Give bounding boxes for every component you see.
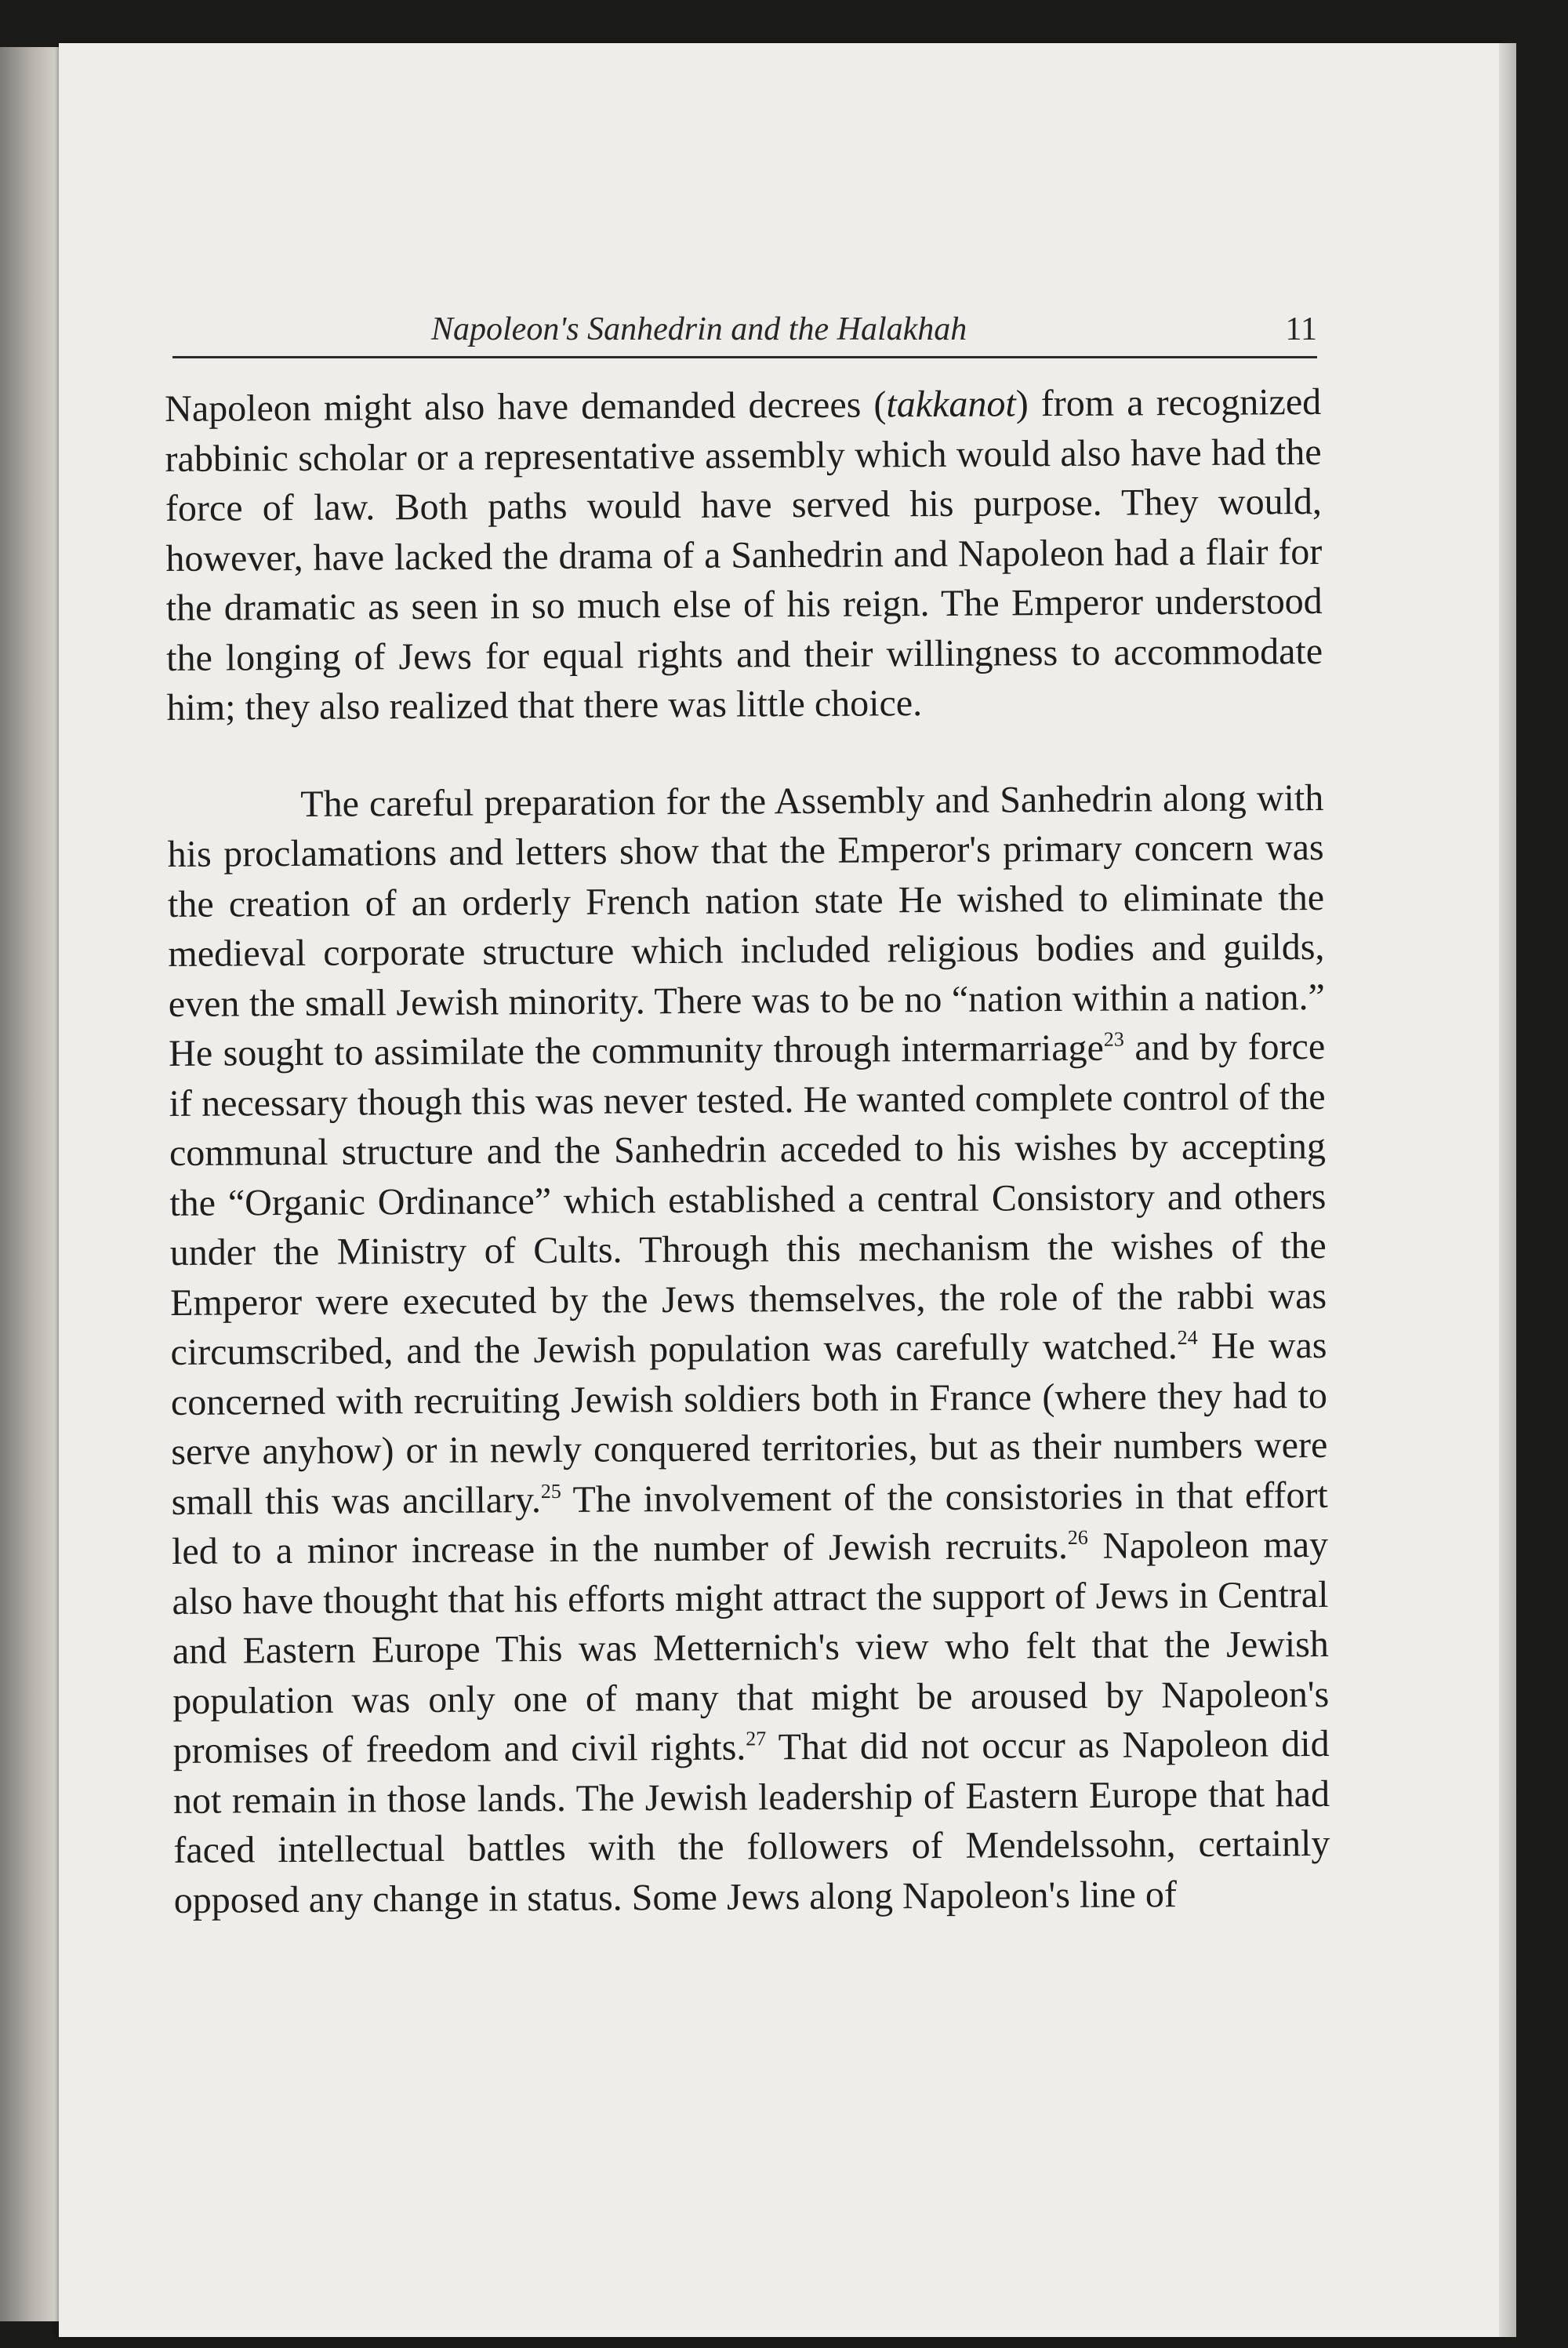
paragraph-1-text-b: ) from a recognized rabbinic scholar or a representative assembly which would also have had the force of law. Both paths would have served his purpose. They would, however, have lacked the drama of a Sanhedrin and Napoleon had a flair for the dramatic as seen in so much else of his reign. The Emperor understood the longing of Jews for equal rights and their willingness to accommodate him; they also realized that there was little choice. [165, 380, 1323, 729]
paragraph-2-text-c: He was concerned with recruiting Jewish soldiers both in France (where they had to serve anyhow) or in newly conquered territories, but as their numbers were small this was ancillary. [170, 1324, 1328, 1523]
italic-term-takkanot: takkanot [886, 383, 1016, 426]
footnote-ref-26: 26 [1067, 1525, 1088, 1549]
left-page-edge [0, 47, 63, 2321]
paragraph-2-text-a: The careful preparation for the Assembly and Sanhedrin along with his proclamations and letters show that the Emperor's primary concern was the creation of an orderly French nation state He wished to eliminate the medieval corporate structure which included religious bodies and guilds, even the small Jewish minority. There was to be no “nation within a nation.” He sought to assimilate the community through intermarriage [167, 776, 1325, 1074]
paragraph-1 [165, 377, 1323, 733]
paragraph-2 [167, 772, 1330, 1925]
page-number: 11 [1285, 311, 1317, 347]
page-right-edge [1499, 43, 1516, 2337]
footnote-ref-27: 27 [746, 1727, 767, 1750]
paragraph-1-text-a: Napoleon might also have demanded decrees ( [165, 383, 887, 430]
page-header [172, 307, 1317, 358]
paragraph-2-text-b: and by force if necessary though this was never tested. He wanted complete control of the communal structure and the Sanhedrin acceded to his wishes by accepting the “Organic Ordinance” which established a central Consistory and others under the Ministry of Cults. Through this mechanism the wishes of the Emperor were executed by the Jews themselves, the role of the rabbi was circumscribed, and the Jewish population was carefully watched. [169, 1025, 1327, 1373]
paragraph-2-text-d: The involvement of the consistories in that effort led to a minor increase in the number of Jewish recruits. [171, 1474, 1328, 1572]
footnote-ref-24: 24 [1177, 1325, 1198, 1350]
footnote-ref-25: 25 [540, 1479, 561, 1503]
running-head: Napoleon's Sanhedrin and the Halakhah [431, 311, 967, 347]
body-text [165, 377, 1330, 1925]
footnote-ref-23: 23 [1103, 1027, 1124, 1051]
paragraph-2-text-f: That did not occur as Napoleon did not remain in those lands. The Jewish leadership of Eastern Europe that had faced intellectual battles with the followers of Mendelssohn, certainly opposed any change in status. Some Jews along Napoleon's line of [172, 1722, 1330, 1921]
paragraph-2-text-e: Napoleon may also have thought that his efforts might attract the support of Jews in Central and Eastern Europe This was Metternich's view who felt that the Jewish population was only one of many that might be aroused by Napoleon's promises of freedom and civil rights. [172, 1523, 1330, 1772]
